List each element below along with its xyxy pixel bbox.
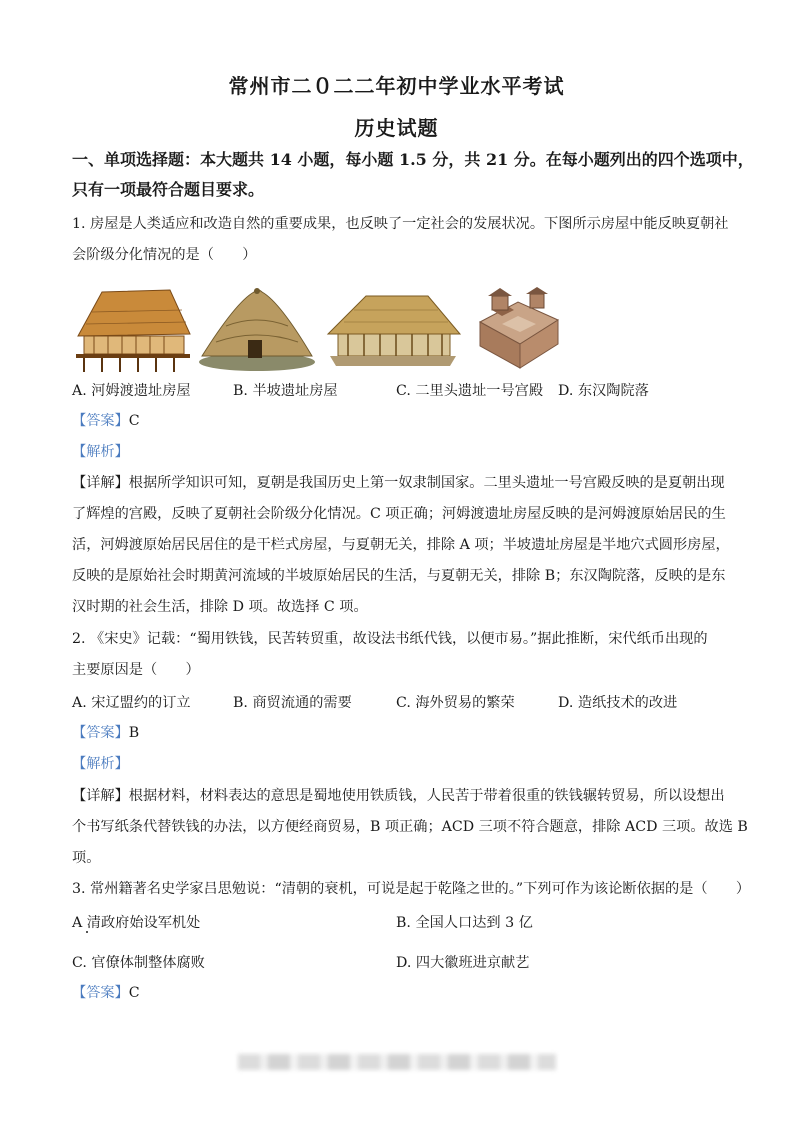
q2-detail-line1 [72,786,724,806]
q1-analysis [72,442,724,462]
section-instructions-line2: 只有一项最符合题目要求。 [72,180,265,199]
q2-analysis [72,754,724,774]
q2-option-c: C. 海外贸易的繁荣 [396,695,515,711]
q2-stem-line2: 主要原因是（ ） [72,662,200,678]
answer-tag: 【答案】 [72,725,129,741]
q2-option-b: B. 商贸流通的需要 [233,695,352,711]
q2-detail-line2: 个书写纸条代替铁钱的办法，以方便经商贸易，B 项正确；ACD 三项不符合题意，排除 ACD 三项。故选 B [72,819,748,835]
q3-stem-line1: 3. 常州籍著名史学家吕思勉说：“清朝的衰机，可说是起于乾隆之世的。”下列可作为该论断依据的是（ ） [72,881,751,897]
q1-option-a: A. 河姆渡遗址房屋 [72,383,191,399]
detail-tag: 【详解】 [72,475,129,491]
round-hut-image [196,282,318,374]
detail-tag: 【详解】 [72,788,129,804]
q1-detail-line1 [72,473,724,493]
q1-detail-line4: 反映的是原始社会时期黄河流域的半坡原始居民的生活，与夏朝无关，排除 B；东汉陶院落，反映的是东 [72,568,726,584]
q2-stem-line1: 2. 《宋史》记载：“蜀用铁钱，民苦转贸重，故设法书纸代钱，以便市易。”据此推断，宋代纸币出现的 [72,631,708,647]
q2-option-d: D. 造纸技术的改进 [558,695,678,711]
stray-dot [86,931,88,933]
answer-tag: 【答案】 [72,985,129,1001]
answer-tag: 【答案】 [72,413,129,429]
q1-option-d: D. 东汉陶院落 [558,383,649,399]
palace-image [324,282,462,374]
blurred-footer-watermark [238,1054,556,1070]
analysis-tag: 【解析】 [72,444,129,460]
exam-title: 常州市二０二二年初中学业水平考试 [228,74,565,98]
q1-detail-line3: 活，河姆渡原始居民居住的是干栏式房屋，与夏朝无关，排除 A 项；半坡遗址房屋是半地穴式圆形房屋， [72,537,730,553]
q1-option-b: B. 半坡遗址房屋 [233,383,338,399]
analysis-tag: 【解析】 [72,756,129,772]
q1-stem-line1: 1. 房屋是人类适应和改造自然的重要成果，也反映了一定社会的发展状况。下图所示房屋中能反映夏朝社 [72,216,729,232]
q3-option-c: C. 官僚体制整体腐败 [72,955,205,971]
q2-option-a: A. 宋辽盟约的订立 [72,695,191,711]
q1-answer-value: C [128,413,140,429]
courtyard-model-image [470,282,566,374]
q1-option-c: C. 二里头遗址一号宫殿 [396,383,544,399]
stilt-house-image [72,282,194,374]
q1-answer [72,411,724,431]
q3-option-d: D. 四大徽班进京献艺 [396,955,530,971]
q3-answer [72,983,724,1003]
section-instructions-line1: 一、单项选择题：本大题共 14 小题，每小题 1.5 分，共 21 分。在每小题列出的四个选项中， [72,150,754,169]
q3-option-a: A 清政府始设军机处 [72,915,201,931]
q1-detail-text: 根据所学知识可知，夏朝是我国历史上第一奴隶制国家。二里头遗址一号宫殿反映的是夏朝出现 [128,475,725,491]
q2-detail-text: 根据材料，材料表达的意思是蜀地使用铁质钱，人民苦于带着很重的铁钱辗转贸易，所以设想出 [128,788,725,804]
q3-answer-value: C [128,985,140,1001]
q2-answer-value: B [128,725,140,741]
exam-subtitle: 历史试题 [354,116,439,140]
q2-detail-line3: 项。 [72,850,101,866]
q1-detail-line2: 了辉煌的宫殿，反映了夏朝社会阶级分化情况。C 项正确；河姆渡遗址房屋反映的是河姆渡原始居民的生 [72,506,726,522]
q2-answer [72,723,724,743]
q3-option-b: B. 全国人口达到 3 亿 [396,915,533,931]
q1-stem-line2: 会阶级分化情况的是（ ） [72,247,257,263]
q1-detail-line5: 汉时期的社会生活，排除 D 项。故选择 C 项。 [72,599,368,615]
